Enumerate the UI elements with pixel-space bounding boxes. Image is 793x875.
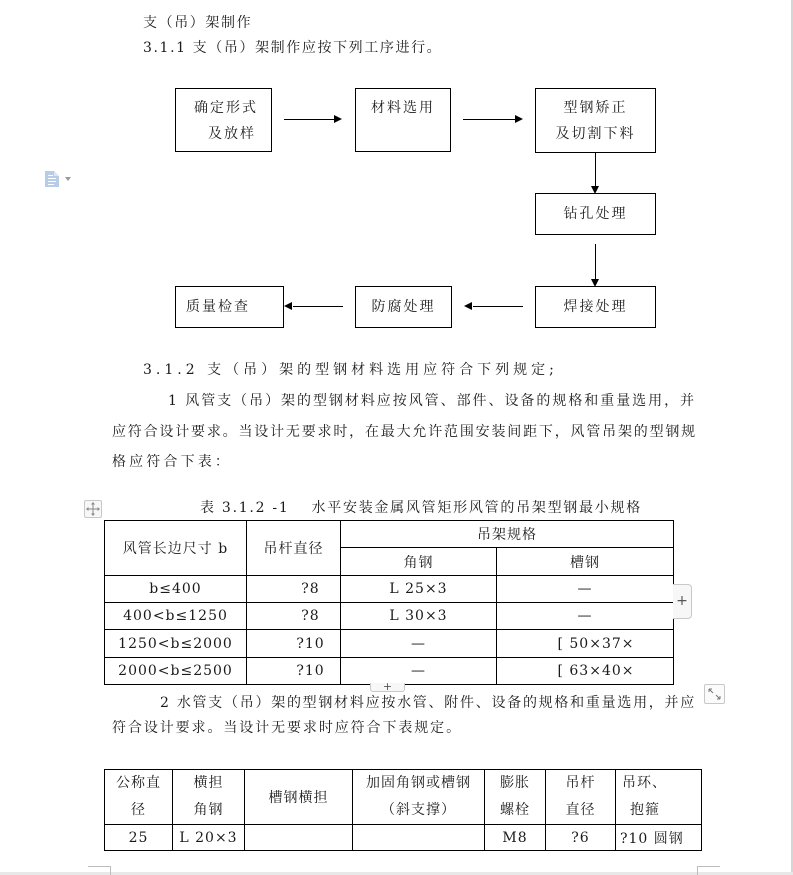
table-row bbox=[105, 576, 674, 603]
cell-ring-clamp[interactable]: ?10 圆钢 bbox=[616, 825, 702, 851]
flow-step-4 bbox=[535, 193, 656, 235]
paragraph-2-line-2-text: 符合设计要求。当设计无要求时应符合下表规定。 bbox=[112, 720, 462, 736]
paragraph-1-line-1 bbox=[168, 391, 696, 411]
cell-channel-crossarm[interactable] bbox=[245, 825, 353, 851]
paragraph-1-line-2 bbox=[112, 422, 697, 442]
header-line: 径 bbox=[131, 802, 146, 818]
cell-channel-steel[interactable]: [ 63×40× bbox=[497, 658, 674, 685]
flow-step-3 bbox=[535, 88, 656, 153]
flow-step-2 bbox=[355, 88, 451, 152]
move-icon bbox=[85, 501, 101, 517]
table-resize-handle[interactable] bbox=[704, 684, 725, 704]
header-rod-diameter bbox=[546, 770, 616, 825]
arrow-right-icon bbox=[334, 115, 342, 123]
header-line: 吊杆 bbox=[565, 775, 596, 791]
cell-duct-size[interactable]: 400<b≤1250 bbox=[105, 603, 247, 630]
header-line: 加固角钢或槽钢 bbox=[366, 775, 471, 791]
flow-step-4-line-1: 钻孔处理 bbox=[563, 206, 628, 222]
dropdown-caret-icon[interactable] bbox=[65, 177, 71, 181]
cell-duct-size[interactable]: 1250<b≤2000 bbox=[105, 630, 247, 658]
document-icon[interactable] bbox=[45, 171, 59, 187]
header-line: 直径 bbox=[565, 802, 596, 818]
header-line: 横担 bbox=[193, 775, 224, 791]
add-column-button[interactable]: + bbox=[673, 584, 692, 619]
flow-step-7-line-1: 质量检查 bbox=[186, 299, 250, 315]
arrow-left-icon bbox=[284, 302, 292, 310]
flow-step-1-line-1: 确定形式 bbox=[194, 100, 258, 116]
header-duct-size: 风管长边尺寸 b bbox=[105, 521, 247, 576]
flow-step-3-line-2: 及切割下料 bbox=[555, 126, 636, 142]
header-line: 公称直 bbox=[116, 775, 161, 791]
table-water-pipe-hanger-specs bbox=[104, 769, 702, 851]
cell-angle-crossarm[interactable]: L 20×3 bbox=[173, 825, 245, 851]
table-1-caption bbox=[200, 498, 642, 518]
cell-expansion-bolt[interactable]: M8 bbox=[485, 825, 546, 851]
header-line: 吊环、 bbox=[622, 775, 667, 791]
header-line: （斜支撑） bbox=[381, 802, 456, 818]
header-line: 膨胀 bbox=[500, 775, 530, 791]
section-heading: 支（吊）架制作 bbox=[143, 15, 253, 31]
arrow-line bbox=[473, 306, 523, 307]
page-corner-mark bbox=[88, 866, 111, 875]
header-nominal-diameter bbox=[105, 770, 173, 825]
header-expansion-bolt bbox=[485, 770, 546, 825]
flow-step-2-line-1: 材料选用 bbox=[371, 100, 435, 116]
add-row-button[interactable]: + bbox=[370, 683, 405, 692]
cell-angle-steel[interactable]: L 25×3 bbox=[341, 576, 497, 603]
cell-rod-diameter[interactable]: ?10 bbox=[247, 630, 341, 658]
header-line: 角钢 bbox=[193, 802, 224, 818]
cell-angle-steel[interactable]: L 30×3 bbox=[341, 603, 497, 630]
clause-3-1-1: 3.1.1 支（吊）架制作应按下列工序进行。 bbox=[143, 40, 443, 56]
flow-step-3-line-1: 型钢矫正 bbox=[563, 100, 628, 116]
header-angle-crossarm bbox=[173, 770, 245, 825]
cell-channel-steel[interactable]: — bbox=[497, 576, 674, 603]
header-reinforcement bbox=[353, 770, 485, 825]
header-line: 抱箍 bbox=[630, 802, 660, 818]
cell-rod-diameter[interactable]: ?8 bbox=[247, 576, 341, 603]
cell-reinforcement[interactable] bbox=[353, 825, 485, 851]
header-line: 槽钢横担 bbox=[268, 790, 329, 806]
flow-step-5-line-1: 焊接处理 bbox=[563, 299, 628, 315]
header-ring-clamp bbox=[616, 770, 702, 825]
paragraph-1-line-1-text: 1 风管支（吊）架的型钢材料应按风管、部件、设备的规格和重量选用，并 bbox=[168, 393, 696, 409]
header-channel-steel: 槽钢 bbox=[497, 548, 674, 576]
clause-3-1-2 bbox=[143, 360, 558, 380]
arrow-left-icon bbox=[464, 302, 472, 310]
table-row bbox=[105, 603, 674, 630]
cell-nominal-diameter[interactable]: 25 bbox=[105, 825, 173, 851]
arrow-line bbox=[284, 119, 334, 120]
table-row bbox=[105, 658, 674, 685]
paragraph-1-line-3-text: 格应符合下表： bbox=[112, 454, 232, 470]
paragraph-1-line-2-text: 应符合设计要求。当设计无要求时，在最大允许范围安装间距下，风管吊架的型钢规 bbox=[112, 424, 697, 440]
paragraph-2-line-2 bbox=[112, 718, 462, 738]
cell-rod-diameter[interactable]: ?6 bbox=[546, 825, 616, 851]
header-angle-steel: 角钢 bbox=[341, 548, 497, 576]
paragraph-2-line-1 bbox=[160, 693, 696, 713]
cell-duct-size[interactable]: 2000<b≤2500 bbox=[105, 658, 247, 685]
flow-step-1-line-2: 及放样 bbox=[208, 126, 256, 142]
cell-angle-steel[interactable]: — bbox=[341, 630, 497, 658]
table-move-handle[interactable] bbox=[84, 500, 102, 518]
header-hanger-spec: 吊架规格 bbox=[341, 521, 674, 548]
table-duct-hanger-specs bbox=[104, 520, 674, 685]
cell-duct-size[interactable]: b≤400 bbox=[105, 576, 247, 603]
arrow-line bbox=[463, 119, 515, 120]
arrow-right-icon bbox=[515, 115, 523, 123]
flow-step-6 bbox=[355, 286, 452, 328]
header-rod-diameter: 吊杆直径 bbox=[247, 521, 341, 576]
arrow-line bbox=[293, 306, 343, 307]
paragraph-2-line-1-text: 2 水管支（吊）架的型钢材料应按水管、附件、设备的规格和重量选用，并应 bbox=[160, 695, 696, 711]
paragraph-1-line-3 bbox=[112, 452, 232, 472]
cell-angle-steel[interactable]: — bbox=[341, 658, 497, 685]
arrow-line bbox=[595, 153, 596, 189]
flow-step-5 bbox=[535, 286, 656, 328]
table-row bbox=[105, 825, 702, 851]
page-corner-mark bbox=[697, 866, 720, 875]
resize-icon bbox=[705, 685, 724, 703]
cell-channel-steel[interactable]: [ 50×37× bbox=[497, 630, 674, 658]
cell-channel-steel[interactable]: — bbox=[497, 603, 674, 630]
flow-step-6-line-1: 防腐处理 bbox=[371, 299, 436, 315]
flow-step-7 bbox=[175, 286, 284, 328]
clause-3-1-2-text: 3.1.2 支（吊）架的型钢材料选用应符合下列规定; bbox=[143, 362, 558, 378]
cell-rod-diameter[interactable]: ?8 bbox=[247, 603, 341, 630]
header-line: 螺栓 bbox=[500, 802, 530, 818]
cell-rod-diameter[interactable]: ?10 bbox=[247, 658, 341, 685]
table-row bbox=[105, 630, 674, 658]
arrow-line bbox=[595, 244, 596, 282]
header-channel-crossarm bbox=[245, 770, 353, 825]
flow-step-1 bbox=[175, 88, 272, 152]
table-1-caption-text: 表 3.1.2 -1 水平安装金属风管矩形风管的吊架型钢最小规格 bbox=[200, 500, 642, 516]
